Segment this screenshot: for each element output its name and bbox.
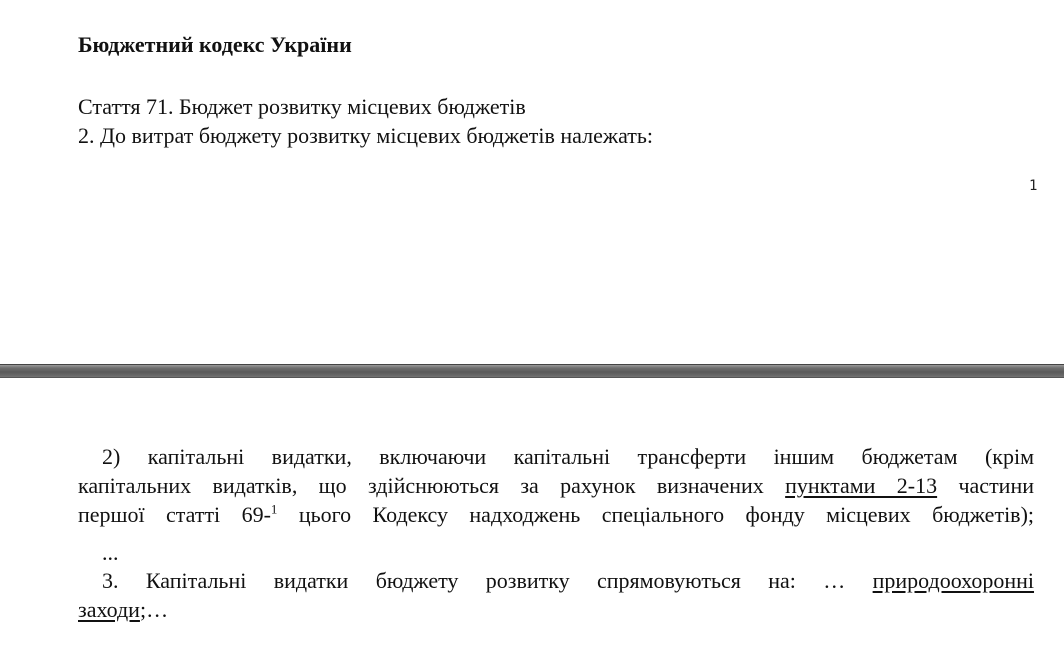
item-3-line-2: заходи;… (78, 597, 169, 622)
item-2-paragraph (78, 442, 1034, 529)
document-title: Бюджетний кодекс України (78, 32, 352, 57)
page-break-separator (0, 364, 1064, 378)
item-2-line-3: першої статті 69-$^1$ цього Кодексу надходжень спеціального фонду місцевих бюджетів); (78, 501, 1035, 527)
link-zakhody[interactable]: заходи (78, 597, 140, 622)
item-3-paragraph (78, 566, 1034, 624)
document-page-bottom (0, 378, 1064, 651)
clause-text: 2. До витрат бюджету розвитку місцевих бюджетів належать: (78, 123, 654, 148)
page-number: 1 (1029, 178, 1038, 194)
item-2-line-2: капітальних видатків, що здійснюються за рахунок визначених пунктами 2-13 частини (78, 473, 1034, 498)
link-pryrodookhoronni[interactable]: природоохоронні (872, 568, 1035, 593)
ellipsis: ... (102, 540, 119, 565)
item-3-line-1: 3. Капітальні видатки бюджету розвитку спрямовуються на: … природоохоронні (102, 568, 1035, 593)
article-heading: Стаття 71. Бюджет розвитку місцевих бюджетів (78, 94, 526, 119)
superscript-one: 1 (270, 501, 278, 517)
item-2-line-1: 2) капітальні видатки, включаючи капітальні трансферти іншим бюджетам (крім (102, 444, 1034, 469)
link-punktamy-2-13[interactable]: пунктами 2-13 (785, 473, 938, 498)
